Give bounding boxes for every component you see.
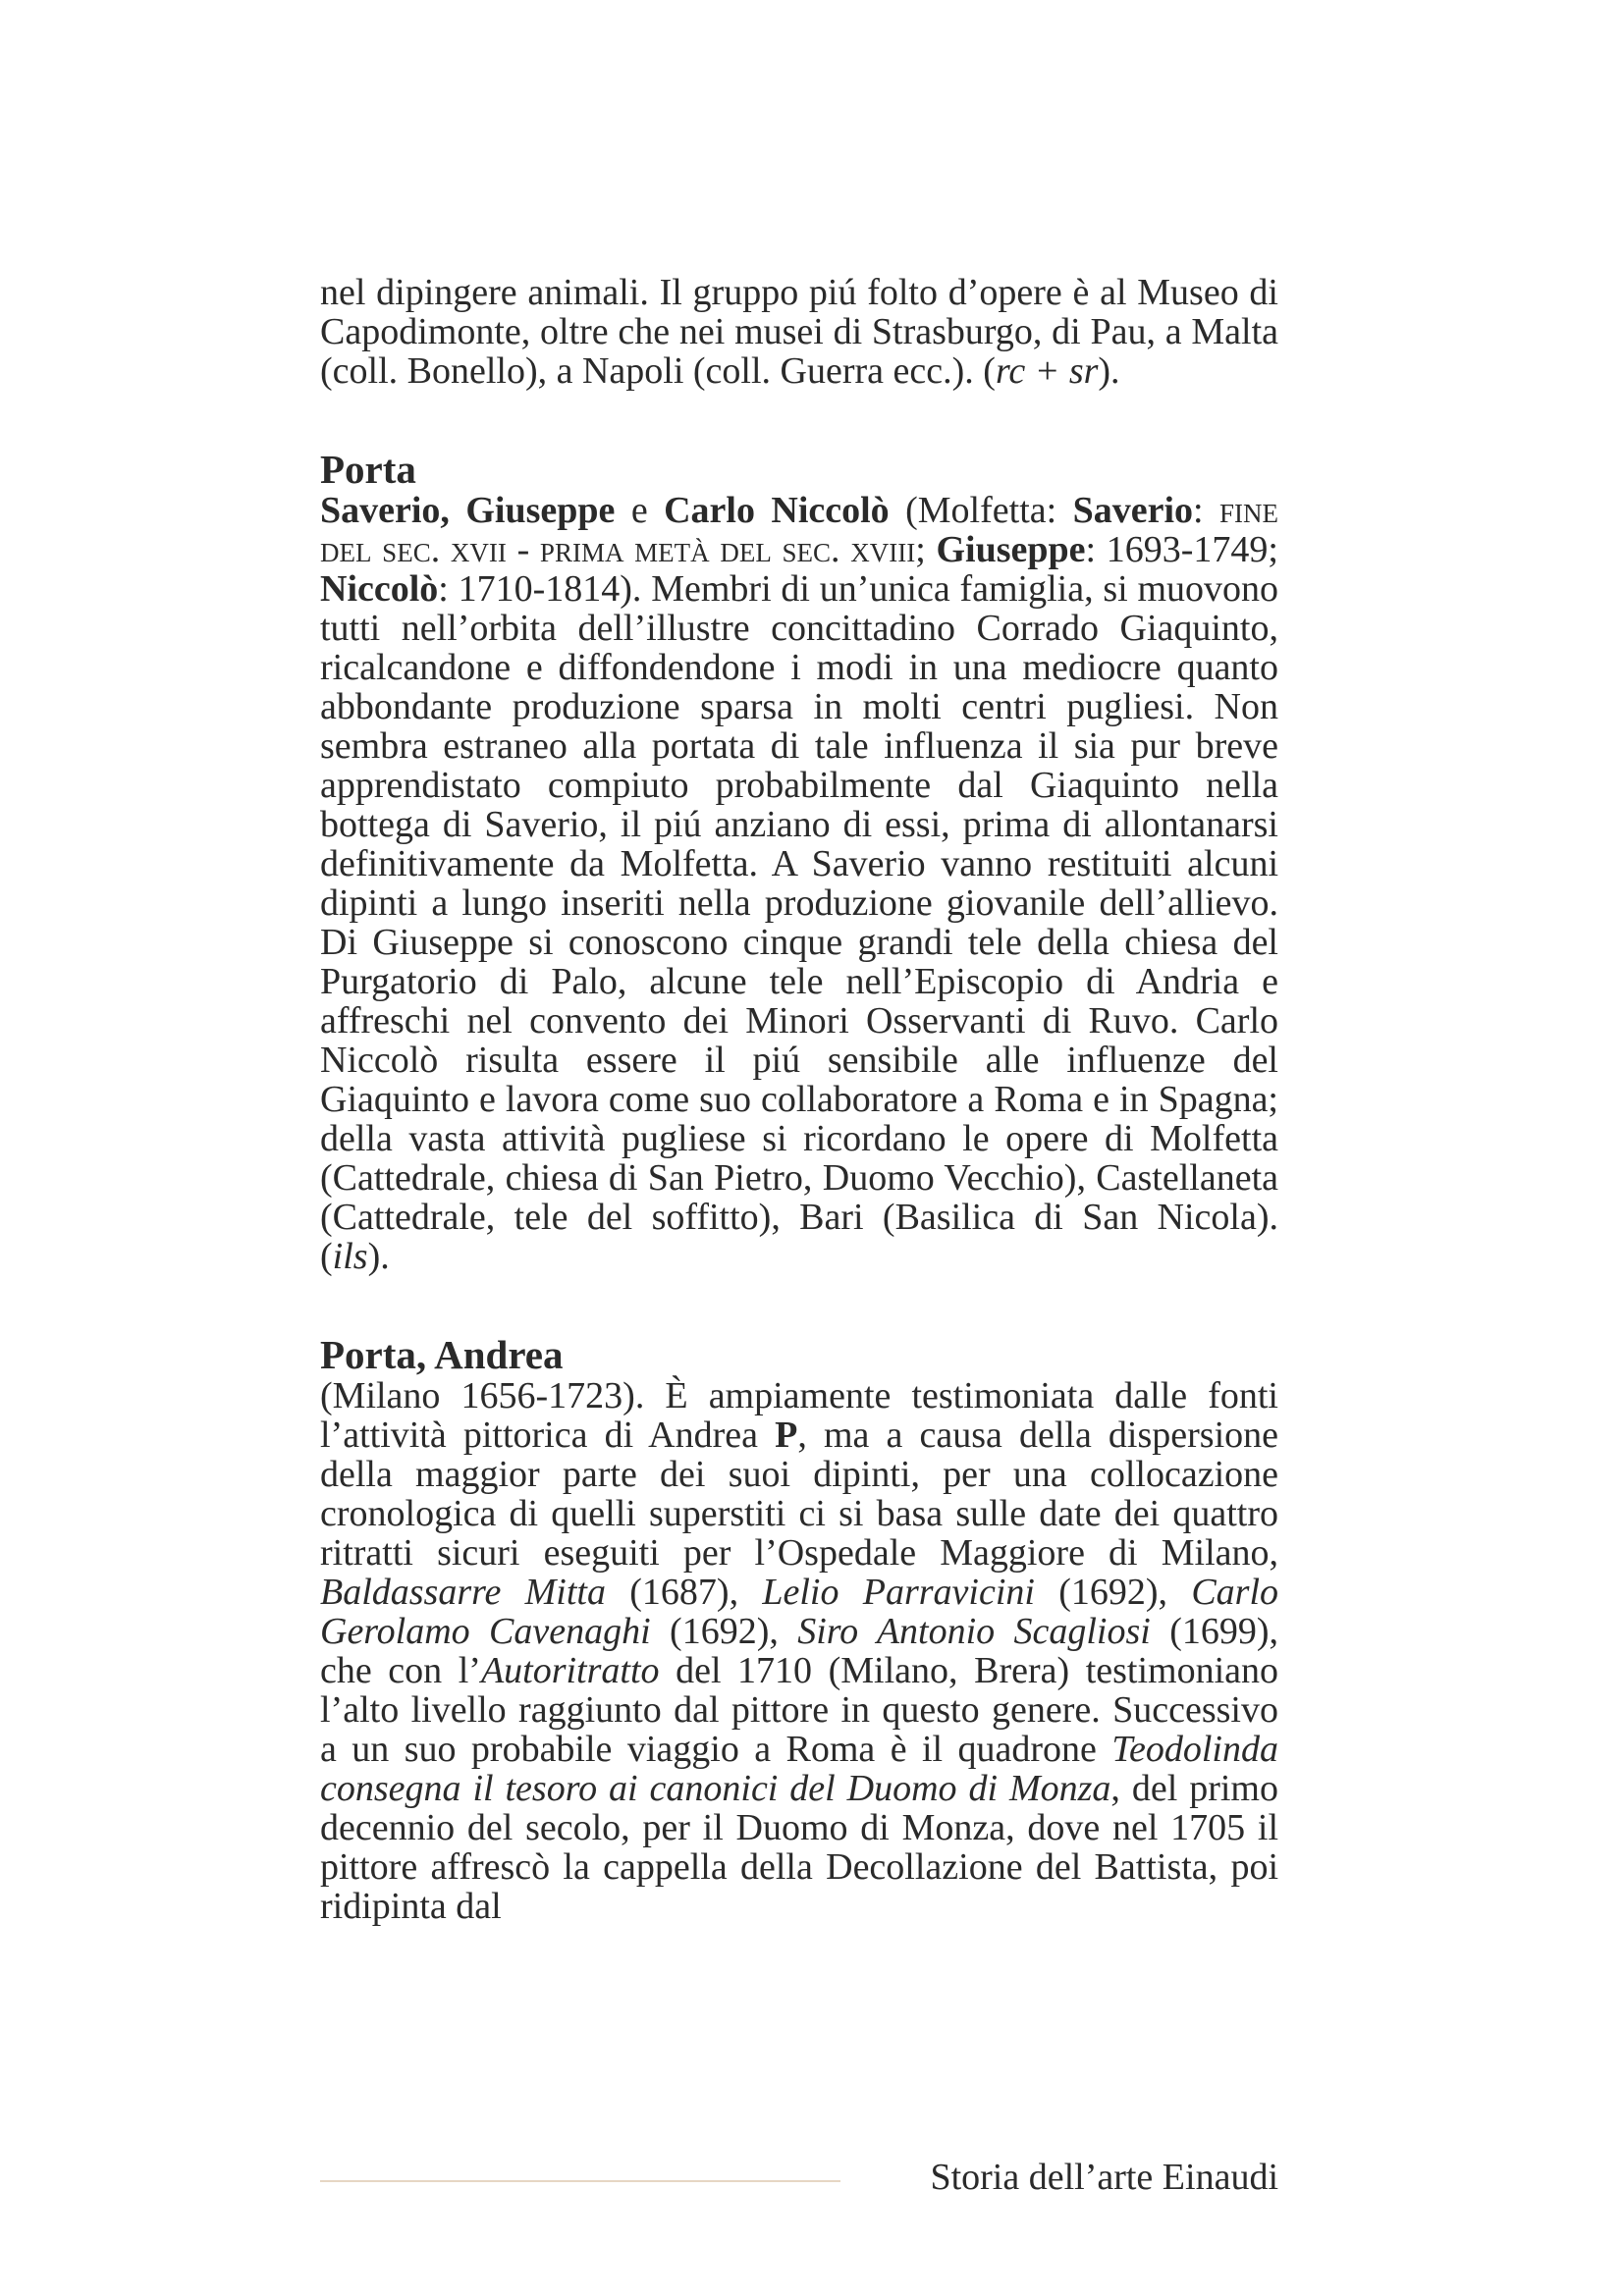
artist-name: Saverio — [1072, 490, 1194, 531]
entry-text: Membri di un’unica famiglia, si muovono tutti nell’orbita dell’illustre concittadino Corrado Giaquinto, ricalcandone e diffondendone i modi in una mediocre quanto abbondante produzione sparsa in molti centri pugliesi. Non sembra estraneo alla portata di tale influenza il sia pur breve apprendistato compiuto probabilmente dal Giaquinto nella bottega di Saverio, il piú anziano di essi, prima di allontanarsi definitivamente da Molfetta. A Saverio vanno restituiti alcuni dipinti a lungo inseriti nella produzione giovanile dell’allievo. Di Giuseppe si conoscono cinque grandi tele della chiesa del Purgatorio di Palo, alcune tele nell’Episcopio di Andria e affreschi nel convento dei Minori Osservanti di Ruvo. Carlo Niccolò risulta essere il piú sensibile alle influenze del Giaquinto e lavora come suo collaboratore a Roma e in Spagna; della vasta attività pugliese si ricordano le opere di Molfetta (Cattedrale, chiesa di San Pietro, Duomo Vecchio), Castellaneta (Cattedrale, tele del soffitto), Bari (Basilica di San Nicola). — [320, 568, 1279, 1238]
work-title: Siro Antonio Scagliosi — [797, 1611, 1151, 1652]
entry-heading: Porta — [320, 447, 416, 492]
work-title: Baldassarre Mitta — [320, 1572, 606, 1613]
work-title: Lelio Parravicini — [762, 1572, 1035, 1613]
entry-text: (1687), — [629, 1572, 739, 1613]
abbrev-name: P — [775, 1415, 798, 1456]
entry-text: (Milano 1656-1723). È ampiamente testimoniata dalle fonti l’attività pittorica di Andrea — [320, 1375, 1278, 1456]
spacer — [320, 391, 1278, 448]
page-body — [320, 273, 1278, 1926]
artist-name: Saverio, Giuseppe — [320, 490, 616, 531]
entry-text: del 1710 (Milano, Brera) testimoniano l’alto livello raggiunto dal pittore in questo genere. Successivo a un suo probabile viaggio a Roma è il quadrone — [320, 1650, 1279, 1770]
entry-body — [320, 1376, 1278, 1926]
artist-name: Carlo Niccolò — [664, 490, 890, 531]
intro-text: nel dipingere animali. Il gruppo piú folto d’opere è al Museo di Capodimonte, oltre che nei musei di Strasburgo, di Pau, a Malta (coll. Bonello), a Napoli (coll. Guerra ecc.). — [320, 272, 1278, 392]
conjunction: e — [630, 490, 648, 531]
footer-rule — [320, 2180, 840, 2182]
artist-name: Niccolò — [320, 568, 439, 610]
author-initials: ils — [332, 1236, 368, 1277]
entry-text: , ma a causa della dispersione della maggior parte dei suoi dipinti, per una collocazione cronologica di quelli superstiti ci si basa sulle date dei quattro ritratti sicuri eseguiti per l’Ospedale Maggiore di Milano, — [320, 1415, 1279, 1574]
intro-paragraph: nel dipingere animali. Il gruppo piú folto d’opere è al Museo di Capodimonte, oltre che nei musei di Strasburgo, di Pau, a Malta (coll. Bonello), a Napoli (coll. Guerra ecc.). (rc + sr). — [320, 272, 1278, 392]
entry-text: , del primo decennio del secolo, per il Duomo di Monza, dove nel 1705 il pittore affrescò la cappella della Decollazione del Battista, poi ridipinta dal — [320, 1768, 1278, 1927]
work-title: Carlo Gerolamo Cavenaghi — [320, 1572, 1279, 1652]
entry-body: Saverio, Giuseppe e Carlo Niccolò (Molfetta: Saverio: fine del sec. xvii - prima metà del sec. xviii; Giuseppe: 1693-1749; Niccolò: 1710-1814). Membri di un’unica famiglia, si muovono tutti nell’orbita dell’illustre concittadino Corrado Giaquinto, ricalcandone e diffondendone i modi in una mediocre quanto abbondante produzione sparsa in molti centri pugliesi. Non sembra estraneo alla portata di tale influenza il sia pur breve apprendistato compiuto probabilmente dal Giaquinto nella bottega di Saverio, il piú anziano di essi, prima di allontanarsi definitivamente da Molfetta. A Saverio vanno restituiti alcuni dipinti a lungo inseriti nella produzione giovanile dell’allievo. Di Giuseppe si conoscono cinque grandi tele della chiesa del Purgatorio di Palo, alcune tele nell’Episcopio di Andria e affreschi nel convento dei Minori Osservanti di Ruvo. Carlo Niccolò risulta essere il piú sensibile alle influenze del Giaquinto e lavora come suo collaboratore a Roma e in Spagna; della vasta attività pugliese si ricordano le opere di Molfetta (Cattedrale, chiesa di San Pietro, Duomo Vecchio), Castellaneta (Cattedrale, tele del soffitto), Bari (Basilica di San Nicola). (ils). — [320, 490, 1279, 1277]
work-title: Teodolinda consegna il tesoro ai canonici del Duomo di Monza — [320, 1729, 1278, 1809]
entry-heading: Porta, Andrea — [320, 1332, 564, 1377]
entry-text: (1692), — [1058, 1572, 1168, 1613]
author-initials: rc + sr — [995, 350, 1099, 392]
artist-dates: : fine del sec. xvii - prima metà del sec. xviii; — [320, 490, 1279, 570]
dates-prefix: (Molfetta: — [905, 490, 1057, 531]
entry-text: (1699), che con l’ — [320, 1611, 1279, 1691]
work-title: Autoritratto — [480, 1650, 660, 1691]
artist-name: Giuseppe — [936, 529, 1086, 570]
artist-dates: : 1693-1749; — [1085, 529, 1278, 570]
footer-title: Storia dell’arte Einaudi — [930, 2157, 1278, 2198]
spacer — [320, 1276, 1278, 1333]
entry-text: (1692), — [670, 1611, 779, 1652]
artist-dates: : 1710-1814). — [438, 568, 642, 610]
